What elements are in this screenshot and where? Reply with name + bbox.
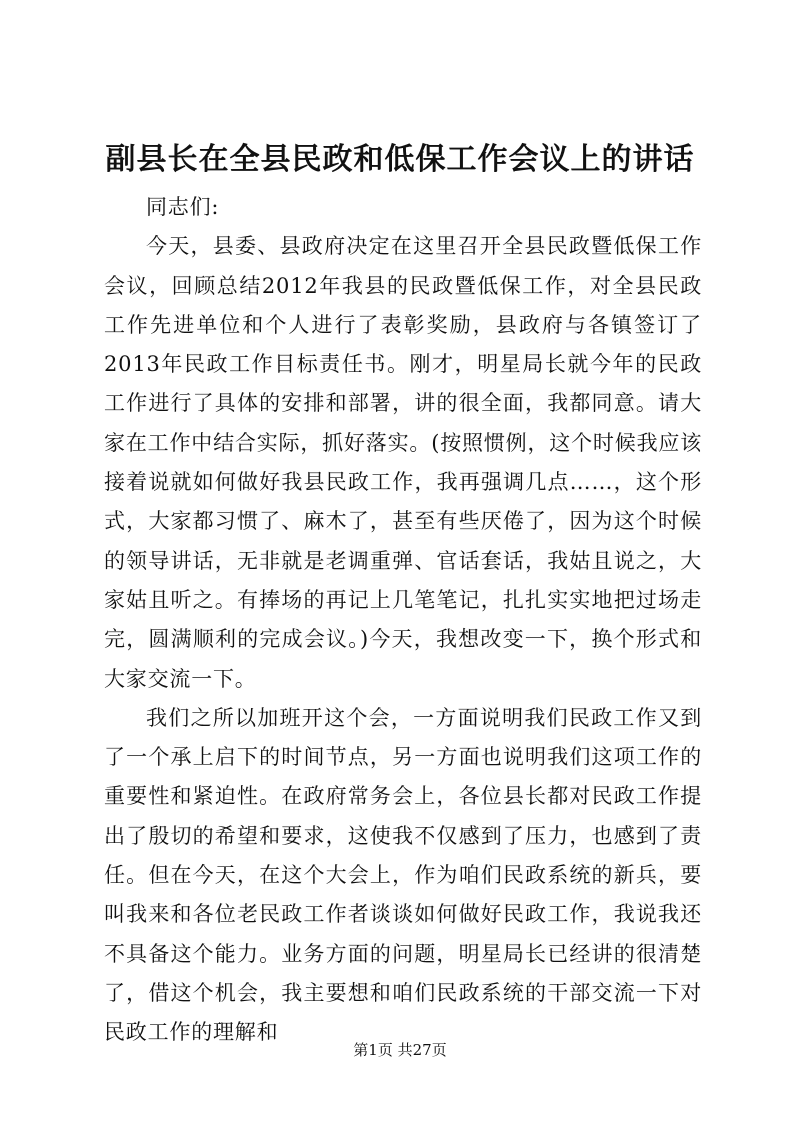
document-body bbox=[104, 188, 702, 1053]
body-paragraph: 我们之所以加班开这个会，一方面说明我们民政工作又到了一个承上启下的时间节点，另一方面也说明我们这项工作的重要性和紧迫性。在政府常务会上，各位县长都对民政工作提出了殷切的希望和要求，这使我不仅感到了压力，也感到了责任。但在今天，在这个大会上，作为咱们民政系统的新兵，要叫我来和各位老民政工作者谈谈如何做好民政工作，我说我还不具备这个能力。业务方面的问题，明星局长已经讲的很清楚了，借这个机会，我主要想和咱们民政系统的干部交流一下对民政工作的理解和 bbox=[104, 705, 702, 1045]
body-paragraph: 今天，县委、县政府决定在这里召开全县民政暨低保工作会议，回顾总结2012年我县的民政暨低保工作，对全县民政工作先进单位和个人进行了表彰奖励，县政府与各镇签订了2013年民政工作目标责任书。刚才，明星局长就今年的民政工作进行了具体的安排和部署，讲的很全面，我都同意。请大家在工作中结合实际，抓好落实。(按照惯例，这个时候我应该接着说就如何做好我县民政工作，我再强调几点……，这个形式，大家都习惯了、麻木了，甚至有些厌倦了，因为这个时候的领导讲话，无非就是老调重弹、官话套话，我姑且说之，大家姑且听之。有捧场的再记上几笔笔记，扎扎实实地把过场走完，圆满顺利的完成会议。)今天，我想改变一下，换个形式和大家交流一下。 bbox=[104, 234, 702, 691]
page-number-footer: 第1页 共27页 bbox=[353, 1041, 447, 1059]
salutation-paragraph: 同志们: bbox=[146, 195, 220, 219]
document-title: 副县长在全县民政和低保工作会议上的讲话 bbox=[105, 142, 695, 177]
